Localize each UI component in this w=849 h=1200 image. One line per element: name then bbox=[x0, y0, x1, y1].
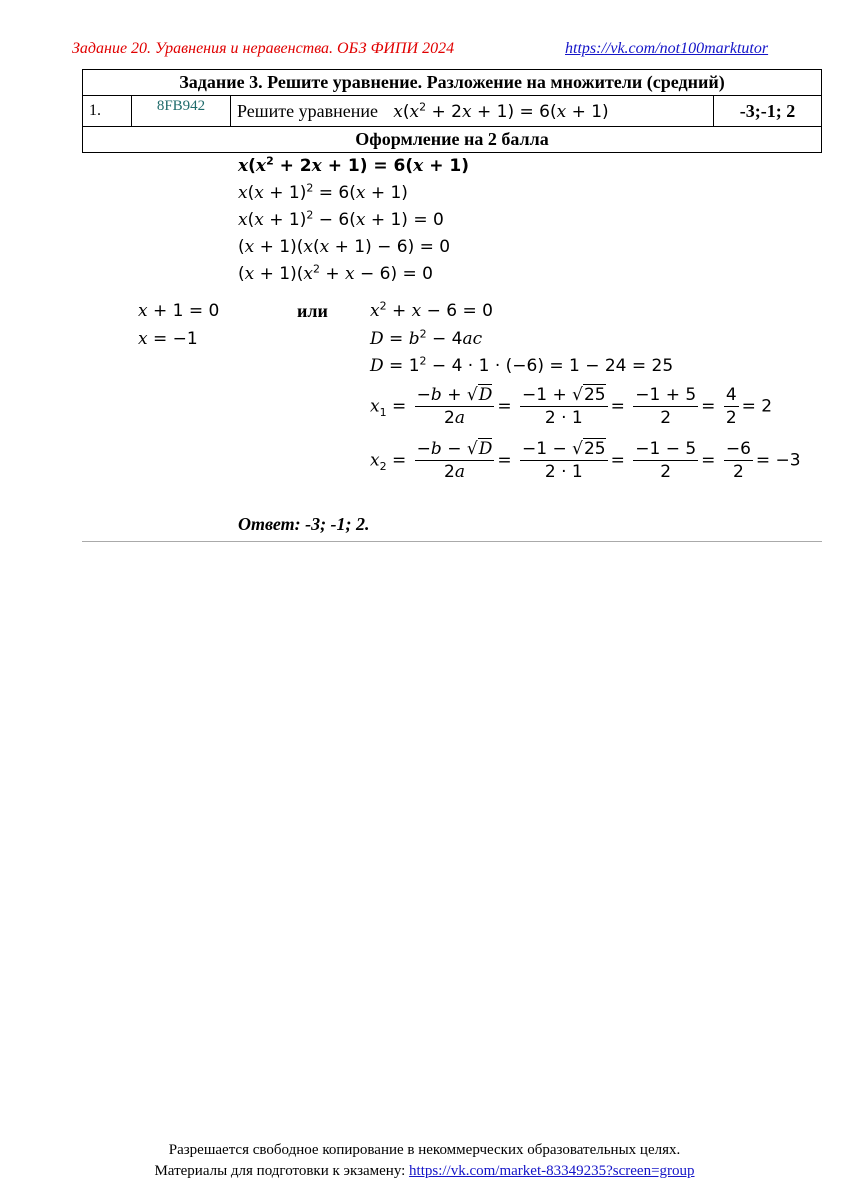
task-id: 8FB942 bbox=[132, 96, 231, 127]
case1-root: x = −1 bbox=[138, 329, 198, 349]
step-3: $x(x + 1)^2 - 6(x + 1) = 0$ bbox=[238, 208, 444, 230]
divider bbox=[82, 541, 822, 542]
task-problem bbox=[231, 96, 714, 127]
step-5: $(x + 1)(x^2 + x - 6) = 0$ bbox=[238, 262, 433, 284]
design-note: Оформление на 2 балла bbox=[83, 127, 822, 153]
discriminant-value: $D = 1^2 - 4 \cdot 1 \cdot (-6) = 1 - 24 = 25$ bbox=[370, 354, 674, 376]
root-x2: $x_2$ = $\frac{-b - √D}{2a}$ = $\frac{-1 - √25}{2 \cdot 1}$ = $\frac{-1 - 5}{2}$ = $\frac{-6}{2}$ = −3 bbox=[370, 439, 801, 482]
step-1: $x(x^2 + 2x + 1) = 6(x + 1)$ bbox=[238, 154, 469, 176]
task-title: Задание 3. Решите уравнение. Разложение на множители (средний) bbox=[83, 70, 822, 96]
footer-link[interactable]: https://vk.com/market-83349235?screen=group bbox=[409, 1163, 695, 1179]
task-equation: $x(x^2 + 2x + 1) = 6(x + 1)$ bbox=[393, 99, 609, 122]
footer-materials bbox=[0, 1163, 849, 1180]
case2-eq: $x^2 + x - 6 = 0$ bbox=[370, 299, 493, 321]
header-title: Задание 20. Уравнения и неравенства. ОБЗ ФИПИ 2024 bbox=[72, 40, 455, 57]
footer-prefix: Материалы для подготовки к экзамену: bbox=[154, 1163, 410, 1179]
step-4: (x + 1)(x(x + 1) − 6) = 0 bbox=[238, 237, 451, 257]
task-answer: -3;-1; 2 bbox=[714, 96, 822, 127]
footer-license: Разрешается свободное копирование в некоммерческих образовательных целях. bbox=[168, 1142, 681, 1158]
task-number: 1. bbox=[83, 96, 132, 127]
step-2: $x(x + 1)^2 = 6(x + 1)$ bbox=[238, 181, 408, 203]
final-answer: Ответ: -3; -1; 2. bbox=[238, 514, 370, 534]
discriminant-formula: $D = b^2 - 4ac$ bbox=[370, 327, 483, 349]
header-link[interactable]: https://vk.com/not100marktutor bbox=[565, 40, 769, 57]
case1-eq: x + 1 = 0 bbox=[138, 301, 220, 321]
task-prompt: Решите уравнение bbox=[237, 100, 378, 121]
or-word: или bbox=[297, 301, 328, 321]
task-table bbox=[82, 69, 822, 153]
root-x1: $x_1$ = $\frac{-b + √D}{2a}$ = $\frac{-1 + √25}{2 \cdot 1}$ = $\frac{-1 + 5}{2}$ = $\frac{4}{2}$ = 2 bbox=[370, 385, 773, 428]
